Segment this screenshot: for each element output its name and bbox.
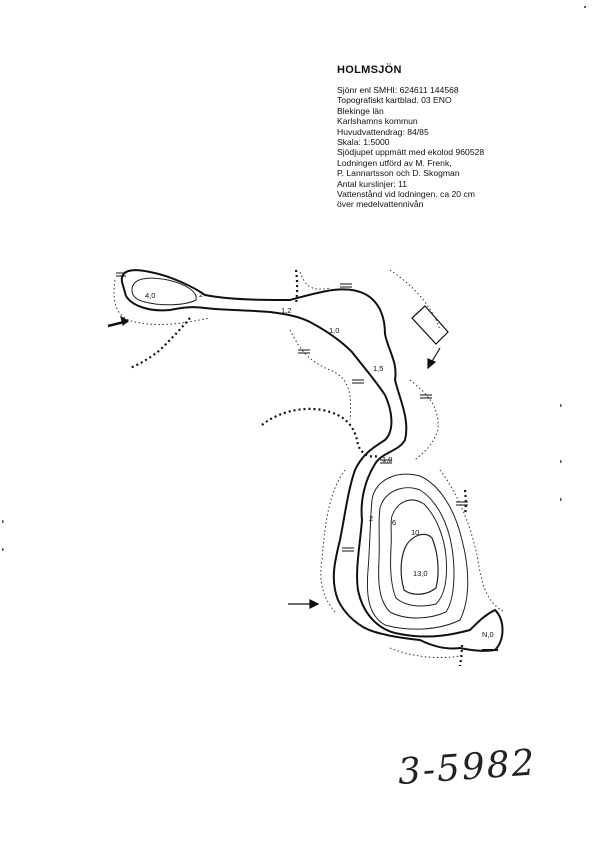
inflow-arrow-head (428, 359, 435, 368)
scan-speck (2, 548, 4, 551)
depth-label: 2 (369, 514, 374, 523)
path-line (262, 409, 378, 457)
depth-label: 6 (392, 518, 397, 527)
scan-speck (560, 460, 562, 463)
depth-label: 13,0 (413, 569, 428, 578)
depth-label: 10 (411, 528, 420, 537)
depth-contour (379, 488, 454, 618)
scan-speck (560, 404, 562, 407)
wetland-edge (300, 272, 330, 289)
legend-survey-date: Sjödjupet uppmätt med ekolod 960528 (337, 147, 485, 158)
scan-speck (584, 6, 586, 8)
legend-municipality: Karlshamns kommun (337, 116, 418, 127)
legend-map-sheet: Topografiskt kartblad. 03 ENO (337, 95, 452, 106)
map-legend (337, 64, 587, 210)
legend-surveyors-2: P. Lannartsson och D. Skogman (337, 168, 460, 179)
vegetation-symbol (420, 395, 432, 398)
depth-label: 1,2 (281, 306, 292, 315)
depth-contour (132, 278, 196, 305)
legend-water-level-2: över medelvattennivån (337, 199, 424, 210)
vegetation-symbol (456, 502, 468, 505)
vegetation-symbol (298, 350, 310, 353)
vegetation-symbol (340, 284, 352, 287)
depth-label: 1,0 (382, 455, 393, 464)
wetland-edge (114, 280, 210, 325)
wetland-edge (390, 648, 460, 658)
legend-catchment: Huvudvattendrag: 84/85 (337, 126, 429, 137)
wetland-edge (410, 380, 438, 460)
handwritten-archive-number: 3-5982 (396, 742, 538, 793)
path-line (130, 318, 190, 368)
depth-label: 1,5 (373, 364, 384, 373)
path-line (296, 270, 297, 305)
legend-county: Blekinge län (337, 105, 384, 116)
legend-lake-number: Sjönr enl SMHI: 624611 144568 (337, 85, 459, 95)
legend-surveyors-1: Lodningen utförd av M. Frenk, (337, 157, 452, 168)
wetland-edge (321, 470, 345, 612)
wetland-edge (440, 470, 505, 612)
scan-speck (560, 498, 562, 501)
legend-water-level-1: Vattenstånd vid lodningen. ca 20 cm (337, 189, 475, 200)
depth-label: 2 (199, 290, 204, 299)
legend-scale: Skala: 1:5000 (337, 137, 390, 148)
building-outline (412, 306, 448, 344)
scan-speck (2, 520, 4, 523)
vegetation-symbol (342, 548, 354, 551)
lake-shoreline (122, 270, 503, 651)
lake-name-title: HOLMSJÖN (337, 64, 402, 76)
depth-contour (391, 500, 447, 606)
legend-transect-count: Antal kurslinjer: 11 (337, 178, 408, 189)
inflow-arrow-head (310, 600, 318, 608)
depth-contour (401, 534, 438, 594)
depth-label: 4,0 (145, 291, 156, 300)
vegetation-symbol (352, 380, 364, 383)
depth-label: N,0 (482, 630, 494, 639)
depth-label: 1,0 (329, 326, 340, 335)
